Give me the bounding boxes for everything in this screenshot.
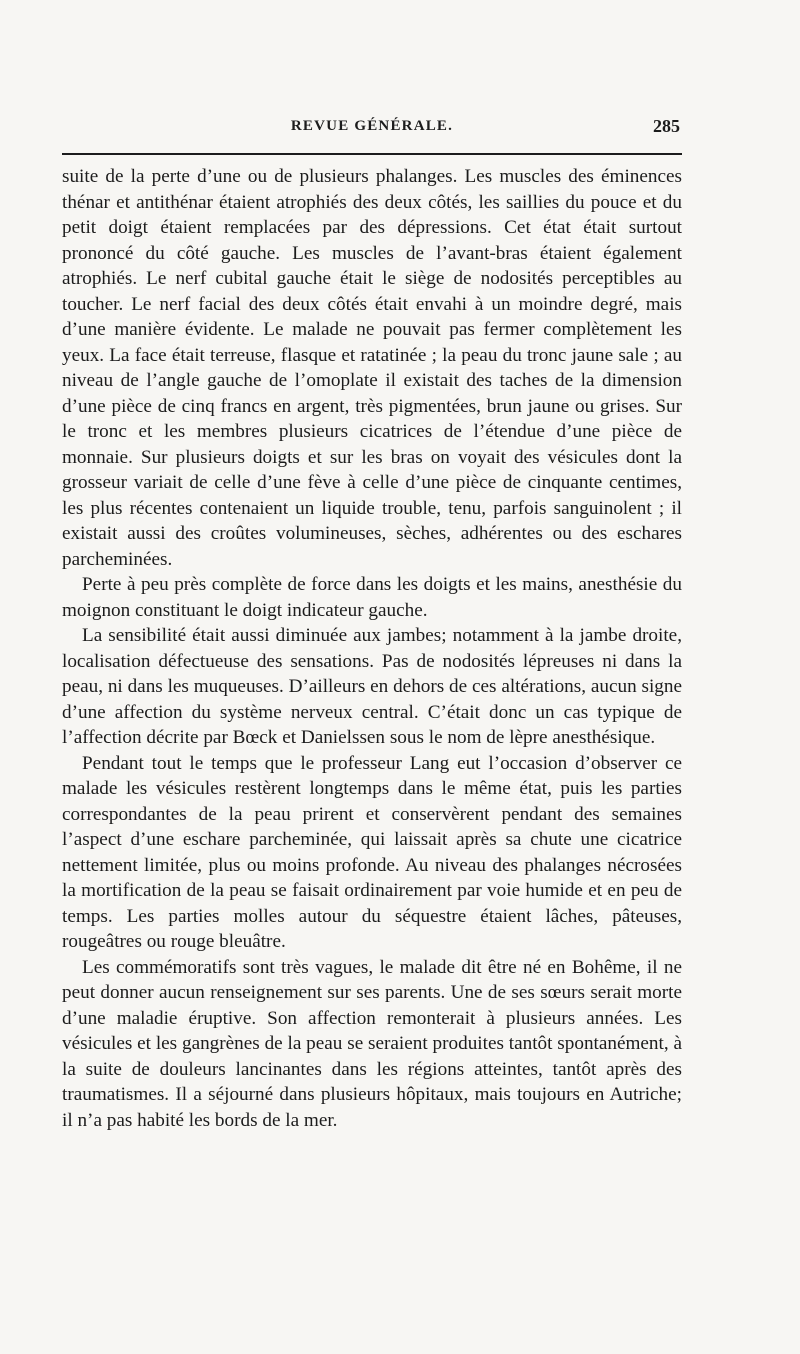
paragraph-continuation: suite de la perte d’une ou de plusieurs phalanges. Les muscles des éminences thénar et antithénar étaient atrophiés des deux côtés, les saillies du pouce et du petit doigt étaient remplacées par des dépressions. Cet état était surtout prononcé du côté gauche. Les muscles de l’avant-bras étaient également atrophiés. Le nerf cubital gauche était le siège de nodosités perceptibles au toucher. Le nerf facial des deux côtés était envahi à un moindre degré, mais d’une manière évidente. Le malade ne pouvait pas fermer complètement les yeux. La face était terreuse, flasque et ratatinée ; la peau du tronc jaune sale ; au niveau de l’angle gauche de l’omoplate il existait des taches de la dimension d’une pièce de cinq francs en argent, très pigmentées, brun jaune ou grises. Sur le tronc et les membres plusieurs cicatrices de l’étendue d’une pièce de monnaie. Sur plusieurs doigts et sur les bras on voyait des vésicules dont la grosseur variait de celle d’une fève à celle d’une pièce de cinquante centimes, les plus récentes contenaient un liquide trouble, tenu, parfois sanguinolent ; il existait aussi des croûtes volumineuses, sèches, adhérentes ou des eschares parcheminées. [62,166,682,570]
paragraph: Les commémoratifs sont très vagues, le malade dit être né en Bohême, il ne peut donner aucun renseignement sur ses parents. Une de ses sœurs serait morte d’une maladie éruptive. Son affection remonterait à plusieurs années. Les vésicules et les gangrènes de la peau se seraient produites tantôt spontanément, à la suite de douleurs lancinantes dans les régions atteintes, tantôt après des traumatismes. Il a séjourné dans plusieurs hôpitaux, mais toujours en Autriche; il n’a pas habité les bords de la mer. [62,956,682,1131]
paragraph: Pendant tout le temps que le professeur Lang eut l’occasion d’observer ce malade les vésicules restèrent longtemps dans le même état, puis les parties correspondantes de la peau prirent et conservèrent pendant des semaines l’aspect d’une eschare parcheminée, qui laissait après sa chute une cicatrice nettement limitée, plus ou moins profonde. Au niveau des phalanges nécrosées la mortification de la peau se faisait ordinairement par voie humide et en peu de temps. Les parties molles autour du séquestre étaient lâches, pâteuses, rougeâtres ou rouge bleuâtre. [62,752,682,952]
paragraph: La sensibilité était aussi diminuée aux jambes; notamment à la jambe droite, localisation défectueuse des sensations. Pas de nodosités lépreuses ni dans la peau, ni dans les muqueuses. D’ailleurs en dehors de ces altérations, aucun signe d’une affection du système nerveux central. C’était donc un cas typique de l’affection décrite par Bœck et Danielssen sous le nom de lèpre anesthésique. [62,625,682,748]
page-header [62,112,682,140]
header-rule [62,153,682,155]
body-text [62,164,682,1133]
running-head: REVUE GÉNÉRALE. [290,118,454,134]
paragraph: Perte à peu près complète de force dans les doigts et les mains, anesthésie du moignon constituant le doigt indicateur gauche. [62,574,682,621]
page-number: 285 [653,116,680,136]
